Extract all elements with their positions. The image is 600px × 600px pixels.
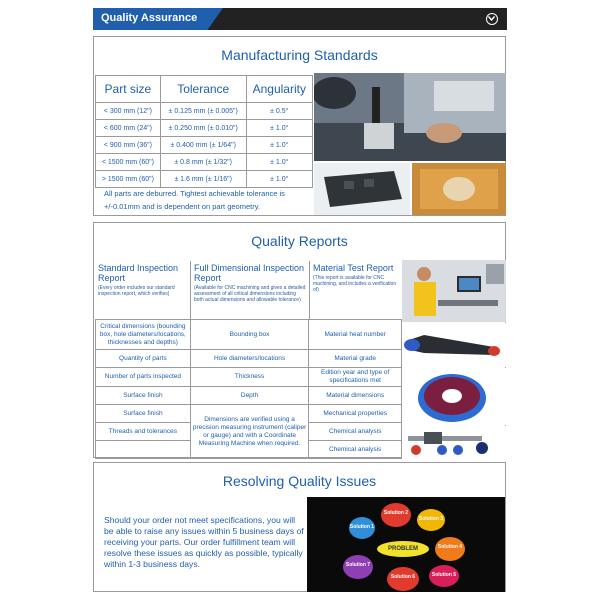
full-report-title: Full Dimensional Inspection Report xyxy=(194,263,305,283)
table-cell: Chemical analysis xyxy=(309,423,402,441)
solution-bubble: Solution 3 xyxy=(417,509,445,531)
table-cell: < 1500 mm (60") xyxy=(96,154,161,171)
quality-reports-panel xyxy=(93,222,506,458)
table-cell: ± 0.5° xyxy=(246,103,312,120)
material-report-header xyxy=(310,261,402,323)
table-cell: Chemical analysis xyxy=(309,441,402,459)
gear-photo xyxy=(402,368,506,425)
table-cell: Edition year and type of specifications met xyxy=(309,368,402,387)
table-cell: Material heat number xyxy=(309,320,402,350)
table-cell: > 1500 mm (60") xyxy=(96,171,161,188)
table-cell: ± 0.250 mm (± 0.010") xyxy=(160,120,246,137)
resolving-issues-panel xyxy=(93,462,506,592)
machined-block-photo xyxy=(314,163,410,215)
standard-report-title: Standard Inspection Report xyxy=(98,263,179,283)
table-row xyxy=(96,103,313,120)
table-cell: Depth xyxy=(190,387,309,405)
table-cell: Threads and tolerances xyxy=(96,423,191,441)
table-cell: Quantity of parts xyxy=(96,350,191,368)
table-cell: < 600 mm (24") xyxy=(96,120,161,137)
solution-bubble: Solution 2 xyxy=(381,503,411,527)
solution-bubble: Solution 5 xyxy=(429,565,459,587)
tolerance-table xyxy=(95,75,313,188)
table-row xyxy=(96,405,402,423)
full-report-header xyxy=(191,261,309,323)
table-cell: Critical dimensions (bounding box, hole diameters/locations, thicknesses and depths) xyxy=(96,320,191,350)
calipers-photo xyxy=(402,426,506,458)
table-row xyxy=(96,350,402,368)
solution-bubble: Solution 7 xyxy=(343,555,373,579)
table-cell: ± 1.6 mm (± 1/16") xyxy=(160,171,246,188)
section-header[interactable] xyxy=(93,8,507,30)
manufacturing-standards-panel xyxy=(93,36,506,216)
column-header: Part size xyxy=(96,76,161,103)
reports-title: Quality Reports xyxy=(251,233,348,249)
machining-photo xyxy=(314,73,506,161)
fitting-photo xyxy=(402,323,506,367)
table-cell xyxy=(96,441,191,459)
standard-report-header xyxy=(95,261,190,323)
table-row xyxy=(96,154,313,171)
solution-bubble: Solution 6 xyxy=(387,567,419,591)
table-cell: ± 0.125 mm (± 0.005") xyxy=(160,103,246,120)
table-cell: Surface finish xyxy=(96,405,191,423)
full-report-subtitle: (Available for CNC machining and gives a detailed assessment of all critical dimensions including both actual dimensions and allowable tolerance) xyxy=(194,285,306,303)
table-cell: < 300 mm (12") xyxy=(96,103,161,120)
table-row xyxy=(96,171,313,188)
table-cell: ± 0.400 mm (± 1/64") xyxy=(160,137,246,154)
table-cell: ± 1.0° xyxy=(246,137,312,154)
solutions-diagram xyxy=(307,497,505,592)
table-cell: Bounding box xyxy=(190,320,309,350)
column-header: Angularity xyxy=(246,76,312,103)
table-cell: Material grade xyxy=(309,350,402,368)
standard-report-subtitle: (Every order includes our standard inspection report, which verifies) xyxy=(98,285,175,297)
table-cell: Thickness xyxy=(190,368,309,387)
table-cell: ± 1.0° xyxy=(246,154,312,171)
resolving-text: Should your order not meet specifications, you will be able to raise any issues within 5 business days of receiving your parts. Our order fulfillment team will resolve these issues as quickly as possible, typically within 1-3 business days. xyxy=(104,515,304,569)
column-divider xyxy=(309,261,310,319)
resolving-title: Resolving Quality Issues xyxy=(222,473,377,489)
table-cell: Dimensions are verified using a precision measuring instrument (caliper or gauge) and with a Coordinate Measuring Machine when required. xyxy=(190,405,309,459)
table-row xyxy=(96,120,313,137)
table-row xyxy=(96,387,402,405)
table-row xyxy=(96,368,402,387)
table-cell: ± 1.0° xyxy=(246,171,312,188)
solution-bubble: Solution 4 xyxy=(435,537,465,561)
inspector-photo xyxy=(402,260,506,322)
chevron-down-icon[interactable] xyxy=(486,13,498,25)
column-divider xyxy=(190,261,191,319)
solution-bubble: Solution 1 xyxy=(349,517,375,539)
table-cell: Mechanical properties xyxy=(309,405,402,423)
reports-table xyxy=(95,319,402,459)
table-cell: Material dimensions xyxy=(309,387,402,405)
table-row xyxy=(96,320,402,350)
table-cell: ± 0.8 mm (± 1/32") xyxy=(160,154,246,171)
table-cell: Hole diameters/locations xyxy=(190,350,309,368)
manufacturing-title: Manufacturing Standards xyxy=(221,47,378,63)
tolerance-note: All parts are deburred. Tightest achievable tolerance is +/-0.01mm and is dependent on part geometry. xyxy=(104,189,285,211)
section-title: Quality Assurance xyxy=(101,12,198,24)
table-cell: < 900 mm (36") xyxy=(96,137,161,154)
table-cell: ± 1.0° xyxy=(246,120,312,137)
table-cell: Number of parts inspected xyxy=(96,368,191,387)
gold-plate-photo xyxy=(412,163,506,215)
table-row xyxy=(96,137,313,154)
material-report-title: Material Test Report xyxy=(313,263,394,273)
column-header: Tolerance xyxy=(160,76,246,103)
problem-label: PROBLEM xyxy=(377,541,429,557)
table-cell: Surface finish xyxy=(96,387,191,405)
material-report-subtitle: (This report is available for CNC machining, and includes a verification of) xyxy=(313,275,397,293)
